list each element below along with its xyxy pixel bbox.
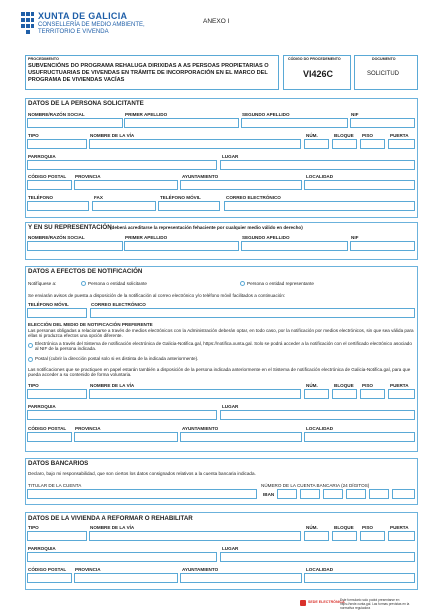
applicant-nif-label: NIF	[351, 112, 359, 117]
dwell-floor-field[interactable]	[360, 531, 385, 541]
notif-province-label: PROVINCIA	[75, 426, 101, 431]
applicant-council-field[interactable]	[180, 180, 302, 190]
notif-parish-label: PARROQUIA	[28, 404, 56, 409]
applicant-door-field[interactable]	[388, 139, 415, 149]
notify-applicant-label: Persona o entidad solicitante	[88, 281, 147, 286]
postal-option-label: Postal (cubrir la dirección postal solo si es distinta de la indicada anteriormente).	[35, 356, 199, 361]
logo-title: XUNTA DE GALICIA	[38, 11, 128, 21]
applicant-province-field[interactable]	[74, 180, 178, 190]
rep-nif-field[interactable]	[350, 241, 415, 251]
dwell-parish-label: PARROQUIA	[28, 546, 56, 551]
notif-mobile-field[interactable]	[27, 308, 87, 318]
applicant-name-field[interactable]	[27, 118, 123, 128]
applicant-surname2-field[interactable]	[241, 118, 348, 128]
applicant-council-label: AYUNTAMIENTO	[182, 174, 219, 179]
notif-floor-field[interactable]	[360, 389, 385, 399]
applicant-block-label: BLOQUE	[334, 133, 354, 138]
dwell-locality-label: LOCALIDAD	[306, 567, 334, 572]
dwell-province-label: PROVINCIA	[75, 567, 101, 572]
dwelling-title: DATOS DE LA VIVIENDA A REFORMAR O REHABILITAR	[28, 515, 193, 522]
logo-subtitle-2: TERRITORIO E VIVENDA	[38, 29, 109, 35]
iban-field-1[interactable]	[277, 489, 297, 499]
dwell-parish-field[interactable]	[27, 552, 217, 562]
dwell-block-label: BLOQUE	[334, 525, 354, 530]
representative-title: Y EN SU REPRESENTACIÓN	[28, 224, 112, 231]
choice-text: Las personas obligadas a relacionarse a través de medios electrónicos con la Administración deberán optar, en todo caso, por la notificación por medios electrónicos, sin que sea válida para ellas ni produzca efectos una opción diferente.	[28, 328, 414, 339]
procedure-label: PROCEDIMENTO	[28, 57, 59, 61]
iban-label: IBAN	[263, 492, 275, 497]
iban-field-5[interactable]	[369, 489, 389, 499]
applicant-phone-field[interactable]	[27, 201, 89, 211]
xunta-logo	[20, 11, 35, 35]
applicant-street-field[interactable]	[89, 139, 301, 149]
account-number-label: NÚMERO DE LA CUENTA BANCARIA (24 DÍGITOS)	[261, 483, 370, 488]
applicant-name-label: NOMBRE/RAZÓN SOCIAL	[28, 112, 85, 117]
sede-icon	[300, 600, 306, 606]
applicant-fax-label: FAX	[94, 195, 103, 200]
account-holder-field[interactable]	[27, 489, 257, 499]
dwell-door-field[interactable]	[388, 531, 415, 541]
notif-type-field[interactable]	[27, 389, 87, 399]
applicant-parish-label: PARROQUIA	[28, 154, 56, 159]
iban-field-2[interactable]	[300, 489, 320, 499]
notif-street-field[interactable]	[89, 389, 301, 399]
dwell-locality-field[interactable]	[304, 573, 415, 583]
radio-notify-representative[interactable]	[240, 281, 245, 286]
dwell-council-field[interactable]	[180, 573, 302, 583]
applicant-surname1-label: PRIMER APELLIDO	[125, 112, 168, 117]
applicant-email-label: CORREO ELECTRÓNICO	[226, 195, 281, 200]
applicant-surname2-label: SEGUNDO APELLIDO	[242, 112, 290, 117]
applicant-type-label: TIPO	[28, 133, 39, 138]
applicant-zip-label: CÓDIGO POSTAL	[28, 174, 67, 179]
notif-zip-field[interactable]	[27, 432, 72, 442]
rep-name-label: NOMBRE/RAZÓN SOCIAL	[28, 235, 85, 240]
dwell-type-field[interactable]	[27, 531, 87, 541]
paper-text: Las notificaciones que se practiquen en papel estarán también a disposición de la persona indicada anteriormente en el Sistema de notificación electrónica de Galicia-Notifica.gal, para que pueda acceder a su contenido de forma voluntaria.	[28, 367, 411, 378]
radio-electronic[interactable]	[28, 343, 33, 348]
notif-email-label: CORREO ELECTRÓNICO	[91, 302, 146, 307]
dwell-place-field[interactable]	[220, 552, 415, 562]
dwell-block-field[interactable]	[332, 531, 357, 541]
dwell-num-label: NÚM.	[306, 525, 318, 530]
dwell-floor-label: PISO	[362, 525, 373, 530]
rep-name-field[interactable]	[27, 241, 123, 251]
dwell-street-label: NOMBRE DE LA VÍA	[90, 525, 135, 530]
notif-door-field[interactable]	[388, 389, 415, 399]
notif-num-label: NÚM.	[306, 383, 318, 388]
applicant-nif-field[interactable]	[350, 118, 415, 128]
alerts-text: Se enviarán avisos de puesta a disposición de la notificación al correo electrónico y/o teléfono móvil facilitados a continuación:	[28, 293, 286, 298]
notification-title: DATOS A EFECTOS DE NOTIFICACIÓN	[28, 268, 143, 275]
applicant-place-label: LUGAR	[222, 154, 239, 159]
dwell-province-field[interactable]	[74, 573, 178, 583]
applicant-surname1-field[interactable]	[124, 118, 239, 128]
procedure-code-label: CÓDIGO DO PROCEDEMENTO	[288, 57, 341, 61]
notif-zip-label: CÓDIGO POSTAL	[28, 426, 67, 431]
applicant-phone-label: TELÉFONO	[28, 195, 54, 200]
iban-field-3[interactable]	[323, 489, 343, 499]
applicant-block-field[interactable]	[332, 139, 357, 149]
notif-council-field[interactable]	[180, 432, 302, 442]
dwell-zip-field[interactable]	[27, 573, 72, 583]
rep-nif-label: NIF	[351, 235, 359, 240]
applicant-place-field[interactable]	[220, 160, 415, 170]
dwell-num-field[interactable]	[304, 531, 329, 541]
xunta-logo-icon	[20, 11, 35, 35]
notif-locality-field[interactable]	[304, 432, 415, 442]
dwell-type-label: TIPO	[28, 525, 39, 530]
notif-mobile-label: TELÉFONO MÓVIL	[28, 302, 69, 307]
electronic-option-label: Electrónica a través del Sistema de notificación electrónica de Galicia-Notifica.gal, https://notifica.xunta.gal. Solo se podrá acceder a la notificación con el certificado electrónico asociado al NIF de la persona indicada.	[35, 341, 412, 352]
applicant-zip-field[interactable]	[27, 180, 72, 190]
applicant-floor-label: PISO	[362, 133, 373, 138]
choice-title: ELECCIÓN DEL MEDIO DE NOTIFICACIÓN PREFERENTE	[28, 322, 153, 327]
rep-surname1-label: PRIMER APELLIDO	[125, 235, 168, 240]
notif-province-field[interactable]	[74, 432, 178, 442]
rep-surname2-field[interactable]	[241, 241, 348, 251]
procedure-code-value: VI426C	[303, 69, 334, 79]
applicant-num-field[interactable]	[304, 139, 329, 149]
document-label: DOCUMENTO	[372, 57, 396, 61]
dwell-council-label: AYUNTAMIENTO	[182, 567, 219, 572]
applicant-parish-field[interactable]	[27, 160, 217, 170]
iban-field-6[interactable]	[392, 489, 415, 499]
dwell-place-label: LUGAR	[222, 546, 239, 551]
applicant-province-label: PROVINCIA	[75, 174, 101, 179]
notif-place-label: LUGAR	[222, 404, 239, 409]
radio-postal[interactable]	[28, 357, 33, 362]
notif-block-field[interactable]	[332, 389, 357, 399]
dwell-street-field[interactable]	[89, 531, 301, 541]
representative-note: (deberá acreditarse la representación fehaciente por cualquier medio válido en derecho)	[110, 225, 303, 230]
notif-locality-label: LOCALIDAD	[306, 426, 334, 431]
iban-field-4[interactable]	[346, 489, 366, 499]
document-value: SOLICITUD	[367, 71, 400, 77]
notif-num-field[interactable]	[304, 389, 329, 399]
dwell-door-label: PUERTA	[390, 525, 409, 530]
notif-door-label: PUERTA	[390, 383, 409, 388]
notif-street-label: NOMBRE DE LA VÍA	[90, 383, 135, 388]
applicant-title: DATOS DE LA PERSONA SOLICITANTE	[28, 100, 144, 107]
account-holder-label: TITULAR DE LA CUENTA	[28, 483, 82, 488]
notif-block-label: BLOQUE	[334, 383, 354, 388]
radio-notify-applicant[interactable]	[81, 281, 86, 286]
applicant-floor-field[interactable]	[360, 139, 385, 149]
applicant-email-field[interactable]	[224, 201, 415, 211]
annex-label: ANEXO I	[203, 18, 230, 25]
notif-floor-label: PISO	[362, 383, 373, 388]
notif-council-label: AYUNTAMIENTO	[182, 426, 219, 431]
logo-subtitle-1: CONSELLERÍA DE MEDIO AMBIENTE,	[38, 22, 145, 28]
applicant-num-label: NÚM.	[306, 133, 318, 138]
applicant-locality-label: LOCALIDAD	[306, 174, 334, 179]
applicant-locality-field[interactable]	[304, 180, 415, 190]
applicant-mobile-label: TELÉFONO MÓVIL	[160, 195, 201, 200]
notif-place-field[interactable]	[220, 410, 415, 420]
applicant-type-field[interactable]	[27, 139, 87, 149]
rep-surname2-label: SEGUNDO APELLIDO	[242, 235, 290, 240]
bank-declaration: Declaro, bajo mi responsabilidad, que son ciertos los datos consignados relativos a la cuenta bancaria indicada.	[28, 471, 256, 476]
footer-brand: SEDE ELECTRÓNICA	[308, 600, 345, 604]
applicant-mobile-field[interactable]	[158, 201, 220, 211]
notify-to-label: Notifíquese a:	[28, 281, 57, 286]
rep-surname1-field[interactable]	[124, 241, 239, 251]
notif-parish-field[interactable]	[27, 410, 217, 420]
applicant-door-label: PUERTA	[390, 133, 409, 138]
notif-type-label: TIPO	[28, 383, 39, 388]
applicant-fax-field[interactable]	[92, 201, 156, 211]
dwell-zip-label: CÓDIGO POSTAL	[28, 567, 67, 572]
notify-representative-label: Persona o entidad representante	[247, 281, 314, 286]
bank-title: DATOS BANCARIOS	[28, 460, 89, 467]
notif-email-field[interactable]	[90, 308, 415, 318]
footer-text: Este formulario solo podrá presentarse en https://sede.xunta.gal. Las formas previstas en la normativa reguladora	[340, 598, 410, 610]
procedure-text: SUBVENCIÓNS DO PROGRAMA REHALUGA DIRIXIDAS A AS PERSOAS PROPIETARIAS O USUFRUCTUARIAS DE VIVENDAS EN TRÁMITE DE INCORPORACIÓN EN EL MARCO DEL PROGRAMA DE VIVIENDAS VACÍAS	[28, 63, 269, 83]
applicant-street-label: NOMBRE DE LA VÍA	[90, 133, 135, 138]
